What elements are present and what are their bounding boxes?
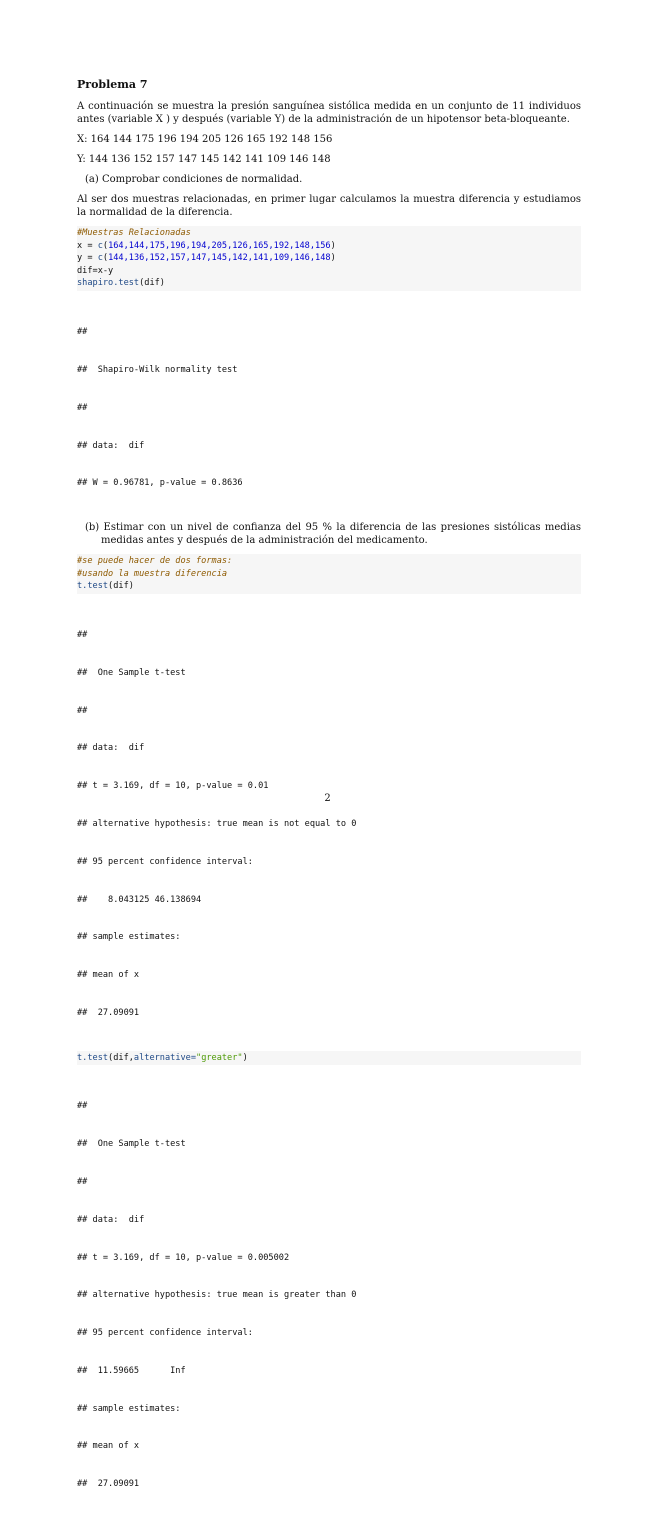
- output-line: ##: [77, 705, 88, 716]
- output-line: ## One Sample t-test: [77, 667, 186, 678]
- intro-paragraph: A continuación se muestra la presión sanguínea sistólica medida en un conjunto de 11 individuos antes (variable X ) y después (variable Y) de la administración de un hipotensor beta-bloqueante.: [77, 101, 581, 125]
- code-y-prefix: y =: [77, 253, 98, 264]
- code-y-fn: c: [97, 253, 103, 264]
- code-alt-string: "greater": [196, 1052, 243, 1063]
- output-block-3: [77, 1075, 581, 1516]
- x-values: X: 164 144 175 196 194 205 126 165 192 148 156: [77, 134, 333, 145]
- code-args-end: ): [242, 1052, 248, 1063]
- output-line: ## alternative hypothesis: true mean is not equal to 0: [77, 818, 357, 829]
- code-comment: #usando la muestra diferencia: [77, 568, 228, 579]
- code-alt-keyword: alternative=: [133, 1052, 197, 1063]
- code-ttest-fn: t.test: [77, 581, 109, 592]
- output-line: ## One Sample t-test: [77, 1139, 186, 1150]
- code-x-open: (: [102, 240, 109, 251]
- code-block-3: [77, 1051, 581, 1066]
- page-number: 2: [324, 793, 331, 804]
- code-args-start: (dif,: [108, 1052, 134, 1063]
- output-line: ## sample estimates:: [77, 1403, 181, 1414]
- output-line: ## 11.59665 Inf: [77, 1365, 186, 1376]
- code-shapiro-args: (dif): [139, 278, 165, 289]
- output-line: ## W = 0.96781, p-value = 0.8636: [77, 478, 243, 489]
- code-x-fn: c: [97, 240, 103, 251]
- output-block-2: [77, 604, 581, 1045]
- output-line: ## data: dif: [77, 1214, 145, 1225]
- code-y-close: ): [330, 253, 336, 264]
- output-line: ## sample estimates:: [77, 932, 181, 943]
- output-line: ##: [77, 630, 88, 641]
- y-values: Y: 144 136 152 157 147 145 142 141 109 146 148: [77, 154, 331, 165]
- code-block-1: [77, 226, 581, 291]
- item-b: (b) Estimar con un nivel de confianza del 95 % la diferencia de las presiones sistólicas medias medidas antes y después de la administración del medicamento.: [85, 522, 581, 547]
- output-line: ## 27.09091: [77, 1007, 140, 1018]
- output-line: ##: [77, 327, 88, 338]
- code-block-2: [77, 554, 581, 594]
- code-y-open: (: [102, 253, 109, 264]
- output-line: ## Shapiro-Wilk normality test: [77, 364, 238, 375]
- problem-title: Problema 7: [77, 78, 148, 91]
- code-dif: dif=x-y: [77, 265, 114, 276]
- code-x-numbers: 164,144,175,196,194,205,126,165,192,148,156: [108, 240, 331, 251]
- output-line: ## t = 3.169, df = 10, p-value = 0.01: [77, 781, 269, 792]
- code-ttest-args: (dif): [108, 581, 134, 592]
- output-line: ## data: dif: [77, 440, 145, 451]
- output-line: ## 95 percent confidence interval:: [77, 1328, 253, 1339]
- code-y-numbers: 144,136,152,157,147,145,142,141,109,146,148: [108, 253, 331, 264]
- output-line: ## data: dif: [77, 743, 145, 754]
- output-line: ## 27.09091: [77, 1479, 140, 1490]
- output-line: ##: [77, 1101, 88, 1112]
- output-line: ## 8.043125 46.138694: [77, 894, 202, 905]
- output-block-1: [77, 301, 581, 515]
- code-comment: #se puede hacer de dos formas:: [77, 556, 233, 567]
- output-line: ## 95 percent confidence interval:: [77, 856, 253, 867]
- output-line: ##: [77, 402, 88, 413]
- output-line: ## alternative hypothesis: true mean is greater than 0: [77, 1290, 357, 1301]
- code-comment: #Muestras Relacionadas: [77, 228, 191, 238]
- code-shapiro-fn: shapiro.test: [77, 278, 140, 289]
- item-a: (a) Comprobar condiciones de normalidad.: [85, 174, 303, 185]
- code-ttest-fn: t.test: [77, 1052, 109, 1063]
- code-x-close: ): [330, 240, 336, 251]
- output-line: ## mean of x: [77, 970, 140, 981]
- output-line: ##: [77, 1176, 88, 1187]
- code-x-prefix: x =: [77, 240, 98, 251]
- paragraph-a: Al ser dos muestras relacionadas, en primer lugar calculamos la muestra diferencia y estudiamos la normalidad de la diferencia.: [77, 194, 581, 218]
- output-line: ## t = 3.169, df = 10, p-value = 0.005002: [77, 1252, 290, 1263]
- output-line: ## mean of x: [77, 1441, 140, 1452]
